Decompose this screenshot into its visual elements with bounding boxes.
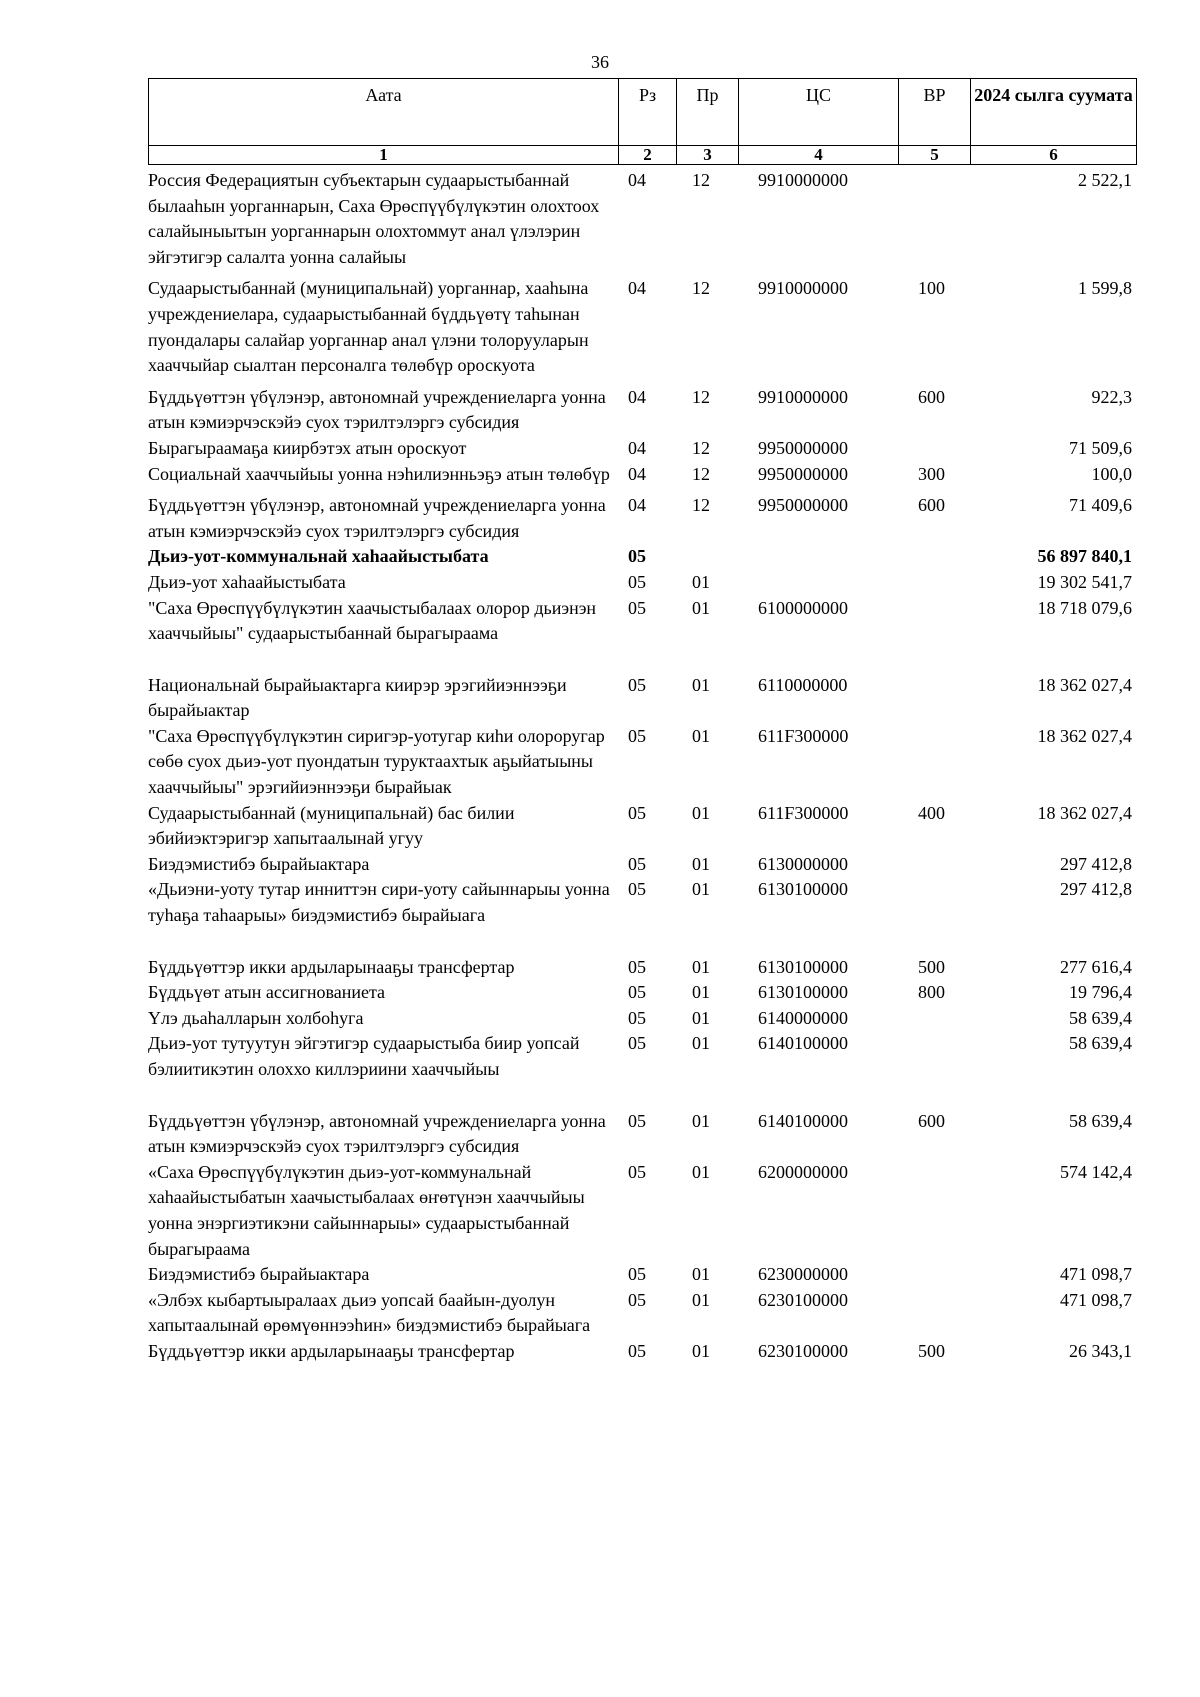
cell-vr [898,1262,970,1288]
cell-sum: 19 302 541,7 [1037,571,1132,592]
cell-cs: 9950000000 [758,463,848,484]
cell-sum: 277 616,4 [1060,956,1132,977]
cell-cs: 611F300000 [758,725,849,746]
table-body [148,168,1136,1365]
cell-sum: 58 639,4 [1069,1007,1132,1028]
cell-cs: 9950000000 [758,437,848,458]
table-row [148,1288,1136,1339]
header-vr: ВР [899,79,971,146]
cell-cs: 6100000000 [758,597,848,618]
cell-rz: 05 [628,571,646,592]
table-row [148,1160,1136,1262]
cell-sum: 2 522,1 [1078,170,1132,190]
cell-cs [738,570,898,596]
table-row [148,385,1136,436]
cell-pr: 12 [692,495,710,516]
table-row [148,852,1136,878]
cell-cs: 6230000000 [758,1264,848,1285]
cell-vr: 600 [918,1110,945,1131]
table-row [148,724,1136,801]
cell-name: Дьиэ-уот хаһаайыстыбата [148,571,346,592]
header-num: 3 [677,146,739,165]
cell-rz: 04 [628,463,646,484]
cell-rz: 05 [628,802,646,823]
cell-vr [898,168,970,270]
cell-rz: 04 [628,170,646,190]
table-row [148,168,1136,270]
cell-pr: 01 [692,597,710,618]
header-num: 4 [739,146,899,165]
cell-vr [898,877,970,928]
table-row [148,877,1136,928]
cell-sum: 297 412,8 [1060,879,1132,900]
cell-pr: 01 [692,674,710,695]
cell-pr: 01 [692,1264,710,1285]
cell-cs: 6110000000 [758,674,848,695]
cell-pr: 01 [692,802,710,823]
table-row [148,1339,1136,1365]
cell-name: Бүддьүөттэн үбүлэнэр, автономнай учреждениелаpга уонна атын кэмиэрчэскэйэ суох тэрилтэлэргэ субсидия [148,386,606,433]
cell-pr: 12 [692,170,710,190]
cell-cs: 6200000000 [758,1161,848,1182]
table-row [148,1006,1136,1032]
cell-rz: 05 [628,1161,646,1182]
cell-rz: 05 [628,1289,646,1310]
cell-sum: 56 897 840,1 [1037,546,1132,567]
table-row [148,1262,1136,1288]
table-row [148,1031,1136,1082]
cell-vr [898,724,970,801]
cell-pr: 01 [692,1033,710,1054]
cell-vr [898,436,970,462]
header-sum: 2024 сылга суумата [971,79,1137,146]
cell-rz: 05 [628,725,646,746]
cell-name: Судаарыстыбаннай (муниципальнай) уорганнар, хааһына учреждениелара, судаарыстыбаннай бүддьүөтү таһынан пуондалары салайар уорганнар анал үлэни толорууларын хааччыйар сыалтан персоналга төлөбүр ороскуота [148,278,589,376]
cell-rz: 05 [628,546,646,567]
cell-name: "Саха Өрөспүүбүлүкэтин хаачыстыбалаах олорор дьиэнэн хааччыйыы" судаарыстыбаннай бырагыраама [148,597,597,644]
cell-vr: 100 [918,278,945,299]
cell-sum: 18 362 027,4 [1037,802,1132,823]
cell-vr: 600 [918,495,945,516]
cell-rz: 04 [628,495,646,516]
page-number: 36 [591,52,609,72]
cell-vr [898,544,970,570]
cell-sum: 18 718 079,6 [1037,597,1132,618]
cell-sum: 58 639,4 [1069,1033,1132,1054]
cell-sum: 58 639,4 [1069,1110,1132,1131]
table-row [148,493,1136,544]
cell-name: "Саха Өрөспүүбүлүкэтин сиригэр-уотугар киһи олоpоругар сөбө суох дьиэ-уот пуондатын туруктаахтык аҕыйатыыны хааччыйыы" эрэгийиэннээҕи бырайыак [148,725,605,798]
cell-sum: 574 142,4 [1060,1161,1132,1182]
cell-sum: 297 412,8 [1060,853,1132,874]
cell-name: Бүддьүөттэн үбүлэнэр, автономнай учреждениелаpга уонна атын кэмиэрчэскэйэ суох тэрилтэлэргэ субсидия [148,495,606,541]
cell-pr: 01 [692,1289,710,1310]
cell-name: Бүддьүөттэр икки ардыларынааҕы трансфертар [148,1340,515,1361]
cell-vr: 300 [918,463,945,484]
cell-name: Биэдэмистибэ бырайыактара [148,853,370,874]
cell-sum: 1 599,8 [1078,278,1132,299]
table-row [148,801,1136,852]
table-row [148,276,1136,378]
cell-name: «Саха Өрөспүүбүлүкэтин дьиэ-уот-коммунальнай хаһаайыстыбатын хаачыстыбалаах өҥөтүнэн хааччыйыы уонна энэргиэтикэни сайыннарыы» судаарыстыбаннай бырагыраама [148,1161,585,1259]
cell-vr: 400 [918,802,945,823]
cell-cs: 9910000000 [758,278,848,299]
cell-pr: 01 [692,982,710,1003]
cell-rz: 04 [628,278,646,299]
table-row [148,462,1136,488]
table-header [148,78,1137,165]
cell-sum: 26 343,1 [1069,1340,1132,1361]
cell-vr [898,1288,970,1339]
cell-name: Бүддьүөттэн үбүлэнэр, автономнай учреждениелаpга уонна атын кэмиэрчэскэйэ суох тэрилтэлэргэ субсидия [148,1110,606,1157]
cell-pr: 01 [692,956,710,977]
table-row [148,673,1136,724]
header-num: 2 [619,146,677,165]
cell-pr: 01 [692,1110,710,1131]
cell-sum: 18 362 027,4 [1037,674,1132,695]
cell-cs: 6140000000 [758,1007,848,1028]
header-pr: Пр [677,79,739,146]
cell-name: Дьиэ-уот-коммунальнай хаһаайыстыбата [148,546,489,567]
cell-cs: 6230100000 [758,1340,848,1361]
cell-name: Судаарыстыбаннай (муниципальнай) бас билии эбийиэктэригэр хапытаалынай угуу [148,802,515,849]
header-name: Аата [149,79,619,146]
cell-cs: 6130100000 [758,879,848,900]
cell-name: Үлэ дьаһалларын холбоһуга [148,1007,364,1028]
table-row [148,570,1136,596]
cell-pr: 12 [692,437,710,458]
cell-name: Бүддьүөттэр икки ардыларынааҕы трансфертар [148,956,515,977]
cell-pr [676,544,738,570]
cell-rz: 05 [628,1110,646,1131]
cell-pr: 12 [692,463,710,484]
cell-vr [898,596,970,647]
header-cs: ЦС [739,79,899,146]
cell-vr: 800 [918,982,945,1003]
cell-vr [898,1160,970,1262]
cell-sum: 922,3 [1091,386,1132,407]
table-row [148,980,1136,1006]
cell-vr: 500 [918,956,945,977]
table-row [148,436,1136,462]
cell-rz: 05 [628,674,646,695]
cell-vr: 600 [918,386,945,407]
cell-cs: 9910000000 [758,170,848,190]
cell-pr: 01 [692,879,710,900]
cell-name: Биэдэмистибэ бырайыактара [148,1264,370,1285]
cell-cs: 6130100000 [758,956,848,977]
cell-cs: 6130100000 [758,982,848,1003]
cell-vr [898,570,970,596]
cell-pr: 01 [692,725,710,746]
cell-sum: 100,0 [1091,463,1132,484]
cell-sum: 471 098,7 [1060,1289,1132,1310]
cell-rz: 05 [628,879,646,900]
cell-name: Дьиэ-уот тутуутун эйгэтигэр судаарыстыба биир уопсай бэлиитикэтин олоххо киллэриини хааччыйыы [148,1033,580,1079]
cell-cs: 9950000000 [758,495,848,516]
cell-pr: 01 [692,1161,710,1182]
header-num: 5 [899,146,971,165]
cell-rz: 04 [628,437,646,458]
cell-sum: 71 509,6 [1069,437,1132,458]
cell-sum: 18 362 027,4 [1037,725,1132,746]
cell-rz: 05 [628,1007,646,1028]
cell-sum: 71 409,6 [1069,495,1132,516]
cell-rz: 05 [628,1033,646,1054]
cell-cs: 9910000000 [758,386,848,407]
cell-sum: 471 098,7 [1060,1264,1132,1285]
cell-vr [898,1031,970,1082]
header-rz: Рз [619,79,677,146]
table-row [148,596,1136,647]
cell-name: Социальнай хааччыйыы уонна нэһилиэнньэҕэ атын төлөбүр [148,463,610,484]
cell-name: «Элбэх кыбартыыралаах дьиэ уопсай баайын-дуолун хапытаалынай өрөмүөннээһин» биэдэмистибэ бырайыага [148,1289,591,1336]
cell-pr: 01 [692,571,710,592]
header-num: 1 [149,146,619,165]
cell-pr: 12 [692,386,710,407]
cell-rz: 05 [628,1264,646,1285]
cell-rz: 05 [628,982,646,1003]
cell-pr: 01 [692,1007,710,1028]
cell-rz: 05 [628,956,646,977]
cell-pr: 01 [692,1340,710,1361]
table-row [148,955,1136,981]
cell-rz: 05 [628,1340,646,1361]
cell-cs: 6140100000 [758,1033,848,1054]
cell-name: Бырагыраамаҕа киирбэтэх атын ороскуот [148,437,467,458]
cell-vr: 500 [918,1340,945,1361]
cell-vr [898,673,970,724]
cell-name: Россия Федерациятын субъектарын судаарыстыбаннай былааһын уорганнарын, Саха Өрөспүүбүлүкэтин олохтоох салайыныытын уорганнарын олохтоммут анал үлэлэрин эйгэтигэр салалта уонна салайыы [148,170,600,267]
cell-cs: 6230100000 [758,1289,848,1310]
cell-cs: 611F300000 [758,802,849,823]
cell-sum: 19 796,4 [1069,982,1132,1003]
cell-name: Национальнай бырайыактарга киирэр эрэгийиэннээҕи бырайыактар [148,674,567,721]
table-row [148,544,1136,570]
cell-cs [738,544,898,570]
cell-pr: 01 [692,853,710,874]
cell-pr: 12 [692,278,710,299]
table-row [148,1109,1136,1160]
cell-name: «Дьиэни-уоту тутар инниттэн сири-уоту сайыннарыы уонна туһаҕа таһаарыы» биэдэмистибэ бырайыага [148,879,610,926]
cell-vr [898,1006,970,1032]
header-num: 6 [971,146,1137,165]
cell-cs: 6140100000 [758,1110,848,1131]
cell-cs: 6130000000 [758,853,848,874]
cell-rz: 04 [628,386,646,407]
cell-rz: 05 [628,597,646,618]
cell-rz: 05 [628,853,646,874]
cell-vr [898,852,970,878]
cell-name: Бүддьүөт атын ассигнованиета [148,982,386,1003]
